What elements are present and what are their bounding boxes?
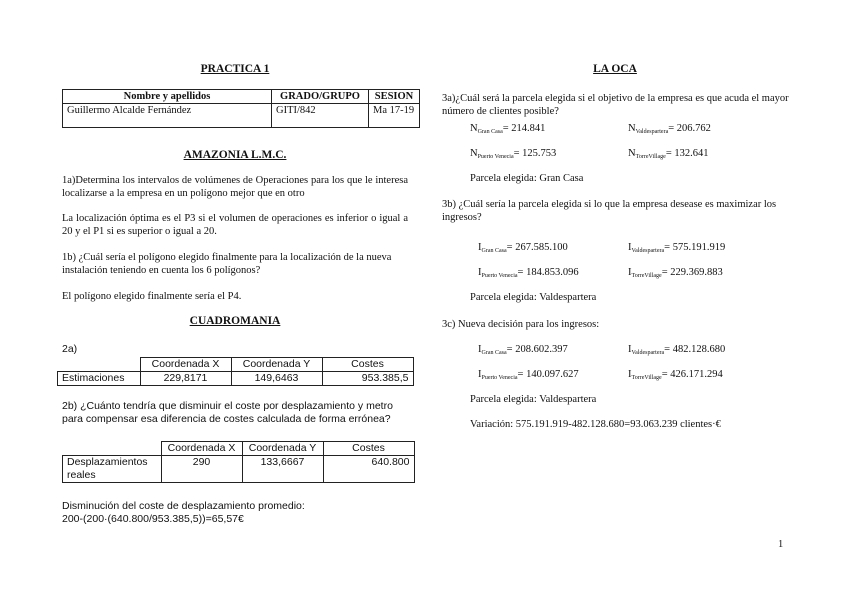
student-session: Ma 17-19 bbox=[369, 104, 420, 128]
table-2b bbox=[62, 441, 415, 483]
result-formula: 200-(200·(640.800/953.385,5))=65,57€ bbox=[62, 513, 244, 525]
i-3c-torre-village: $I_{TorreVillage}= 426.171.294$ bbox=[628, 369, 723, 381]
n-gran-casa: $N_{Gran Casa}= 214.841$ bbox=[470, 123, 546, 135]
header-sesion: SESION bbox=[369, 90, 420, 104]
student-info-table bbox=[62, 89, 420, 128]
table-2b-header-x: Coordenada X bbox=[161, 442, 242, 456]
i-3b-torre-village: $I_{TorreVillage}= 229.369.883$ bbox=[628, 267, 723, 279]
table-2a-costes: 953.385,5 bbox=[322, 372, 413, 386]
i-3b-valdespartera: $I_{Valdespartera}= 575.191.919$ bbox=[628, 242, 726, 254]
amazonia-heading: AMAZONIA L.M.C. bbox=[183, 149, 287, 161]
i-3c-gran-casa: $I_{Gran Casa}= 208.602.397$ bbox=[478, 344, 568, 356]
page-number: 1 bbox=[778, 539, 784, 550]
table-2a-row-label: Estimaciones bbox=[58, 372, 141, 386]
question-1b: 1b) ¿Cuál sería el polígono elegido finalmente para la localización de la nueva instalación teniendo en cuenta los 6 polígonos? bbox=[62, 252, 392, 276]
i-3b-puerto-venecia: $I_{Puerto Venecia}= 184.853.096$ bbox=[478, 267, 579, 279]
variacion: Variación: 575.191.919-482.128.680=93.063.239 clientes·€ bbox=[470, 419, 721, 430]
table-2b-header-costes: Costes bbox=[323, 442, 414, 456]
elegida-3c: Parcela elegida: Valdespartera bbox=[470, 394, 597, 405]
n-puerto-venecia: $N_{Puerto Venecia}= 125.753$ bbox=[470, 148, 557, 160]
table-2a-header-costes: Costes bbox=[322, 358, 413, 372]
table-2a-x: 229,8171 bbox=[140, 372, 231, 386]
table-2b-x: 290 bbox=[161, 456, 242, 483]
question-1a: 1a)Determina los intervalos de volúmenes de Operaciones para los que le interesa localizarse a la empresa en un polígono mejor que en otro bbox=[62, 175, 408, 199]
n-valdespartera: $N_{Valdespartera}= 206.762$ bbox=[628, 123, 711, 135]
n-torre-village: $N_{TorreVillage}= 132.641$ bbox=[628, 148, 709, 160]
table-2b-row-label: Desplazamientos reales bbox=[63, 456, 162, 483]
label-2a: 2a) bbox=[62, 343, 78, 355]
i-3c-valdespartera: $I_{Valdespartera}= 482.128.680$ bbox=[628, 344, 726, 356]
table-2a-header-y: Coordenada Y bbox=[231, 358, 322, 372]
table-2a-corner bbox=[58, 358, 141, 372]
student-group: GITI/842 bbox=[272, 104, 369, 128]
page-title: PRACTICA 1 bbox=[200, 63, 270, 75]
elegida-3b: Parcela elegida: Valdespartera bbox=[470, 292, 597, 303]
la-oca-heading: LA OCA bbox=[593, 63, 637, 75]
table-2b-header-y: Coordenada Y bbox=[242, 442, 323, 456]
table-2b-y: 133,6667 bbox=[242, 456, 323, 483]
table-2b-corner bbox=[63, 442, 162, 456]
cuadromania-heading: CUADROMANIA bbox=[189, 315, 281, 327]
answer-1b: El polígono elegido finalmente sería el P4. bbox=[62, 291, 242, 302]
table-2a bbox=[57, 357, 414, 386]
i-3c-puerto-venecia: $I_{Puerto Venecia}= 140.097.627$ bbox=[478, 369, 579, 381]
table-2a-y: 149,6463 bbox=[231, 372, 322, 386]
question-3b: 3b) ¿Cuál sería la parcela elegida si lo que la empresa desease es maximizar los ingresos? bbox=[442, 199, 777, 223]
student-name: Guillermo Alcalde Fernández bbox=[63, 104, 272, 128]
header-grado: GRADO/GRUPO bbox=[272, 90, 369, 104]
header-name: Nombre y apellidos bbox=[63, 90, 272, 104]
i-3b-gran-casa: $I_{Gran Casa}= 267.585.100$ bbox=[478, 242, 568, 254]
table-2a-header-x: Coordenada X bbox=[140, 358, 231, 372]
table-2b-costes: 640.800 bbox=[323, 456, 414, 483]
result-label: Disminución del coste de desplazamiento promedio: bbox=[62, 500, 305, 512]
elegida-3a: Parcela elegida: Gran Casa bbox=[470, 173, 584, 184]
question-2b: 2b) ¿Cuánto tendría que disminuir el coste por desplazamiento y metro para compensar esa diferencia de costes calculada de forma errónea? bbox=[62, 400, 393, 425]
question-3a: 3a)¿Cuál será la parcela elegida si el objetivo de la empresa es que acuda el mayor número de clientes posible? bbox=[442, 93, 789, 117]
answer-1a: La localización óptima es el P3 si el volumen de operaciones es inferior o igual a 20 y el P1 si es superior o igual a 20. bbox=[62, 213, 408, 237]
question-3c: 3c) Nueva decisión para los ingresos: bbox=[442, 319, 600, 330]
